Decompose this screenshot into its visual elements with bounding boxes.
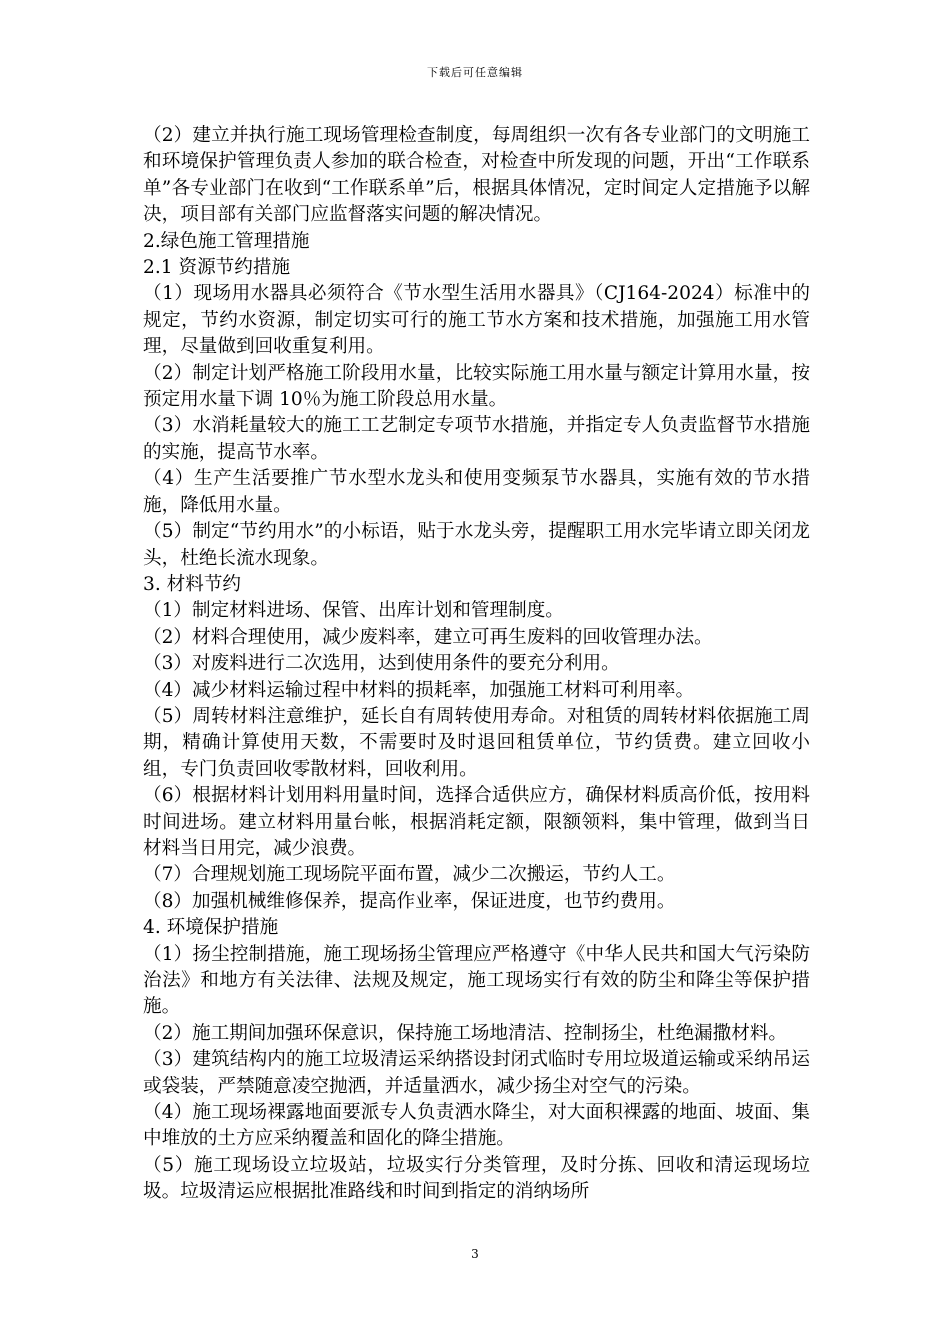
paragraph: （5）制定“节约用水”的小标语，贴于水龙头旁，提醒职工用水完毕请立即关闭龙头，杜绝长流水现象。 — [143, 521, 810, 569]
document-body — [143, 123, 810, 1206]
section-heading: 3. 材料节约 — [143, 573, 242, 595]
paragraph: （1）扬尘控制措施，施工现场扬尘管理应严格遵守《中华人民共和国大气污染防治法》和地方有关法律、法规及规定，施工现场实行有效的防尘和降尘等保护措施。 — [143, 943, 810, 1018]
section-heading: 4. 环境保护措施 — [143, 917, 279, 939]
section-heading: 2.绿色施工管理措施 — [143, 230, 310, 252]
page-header: 下载后可任意编辑 — [427, 66, 523, 79]
paragraph: （2）材料合理使用，减少废料率，建立可再生废料的回收管理办法。 — [143, 626, 713, 648]
page-number: 3 — [471, 1247, 479, 1261]
paragraph: （3）水消耗量较大的施工工艺制定专项节水措施，并指定专人负责监督节水措施的实施，提高节水率。 — [143, 415, 810, 463]
paragraph: （4）施工现场裸露地面要派专人负责洒水降尘，对大面积裸露的地面、坡面、集中堆放的土方应采纳覆盖和固化的降尘措施。 — [143, 1102, 810, 1150]
paragraph: （5）施工现场设立垃圾站，垃圾实行分类管理，及时分拣、回收和清运现场垃圾。垃圾清运应根据批准路线和时间到指定的消纳场所 — [143, 1154, 810, 1203]
paragraph: （2）制定计划严格施工阶段用水量，比较实际施工用水量与额定计算用水量，按预定用水量下调 10％为施工阶段总用水量。 — [143, 362, 810, 411]
paragraph: （5）周转材料注意维护，延长自有周转使用寿命。对租赁的周转材料依据施工周期，精确计算使用天数，不需要时及时退回租赁单位，节约赁费。建立回收小组，专门负责回收零散材料，回收利用。 — [143, 705, 810, 780]
paragraph: （1）现场用水器具必须符合《节水型生活用水器具》（CJ164-2024）标准中的规定，节约水资源，制定切实可行的施工节水方案和技术措施，加强施工用水管理，尽量做到回收重复利用。 — [143, 283, 810, 358]
paragraph: （7）合理规划施工现场院平面布置，减少二次搬运，节约人工。 — [143, 864, 676, 886]
paragraph: （3）对废料进行二次选用，达到使用条件的要充分利用。 — [143, 653, 620, 675]
subsection-heading: 2.1 资源节约措施 — [143, 257, 291, 279]
paragraph: （1）制定材料进场、保管、出库计划和管理制度。 — [143, 600, 564, 622]
paragraph: （3）建筑结构内的施工垃圾清运采纳搭设封闭式临时专用垃圾道运输或采纳吊运或袋装，严禁随意凌空抛洒，并适量洒水，减少扬尘对空气的污染。 — [143, 1049, 810, 1097]
paragraph: （6）根据材料计划用料用量时间，选择合适供应方，确保材料质高价低，按用料时间进场。建立材料用量台帐，根据消耗定额，限额领料，集中管理，做到当日材料当日用完，减少浪费。 — [143, 785, 810, 859]
paragraph: （2）建立并执行施工现场管理检查制度，每周组织一次有各专业部门的文明施工和环境保护管理负责人参加的联合检查，对检查中所发现的问题，开出“工作联系单”各专业部门在收到“工作联系单”后，根据具体情况，定时间定人定措施予以解决，项目部有关部门应监督落实问题的解决情况。 — [143, 125, 810, 226]
paragraph: （2）施工期间加强环保意识，保持施工场地清洁、控制扬尘，杜绝漏撒材料。 — [143, 1022, 788, 1044]
paragraph: （4）减少材料运输过程中材料的损耗率，加强施工材料可利用率。 — [143, 679, 695, 701]
paragraph: （8）加强机械维修保养，提高作业率，保证进度，也节约费用。 — [143, 890, 676, 912]
paragraph: （4）生产生活要推广节水型水龙头和使用变频泵节水器具，实施有效的节水措施，降低用水量。 — [143, 468, 810, 516]
